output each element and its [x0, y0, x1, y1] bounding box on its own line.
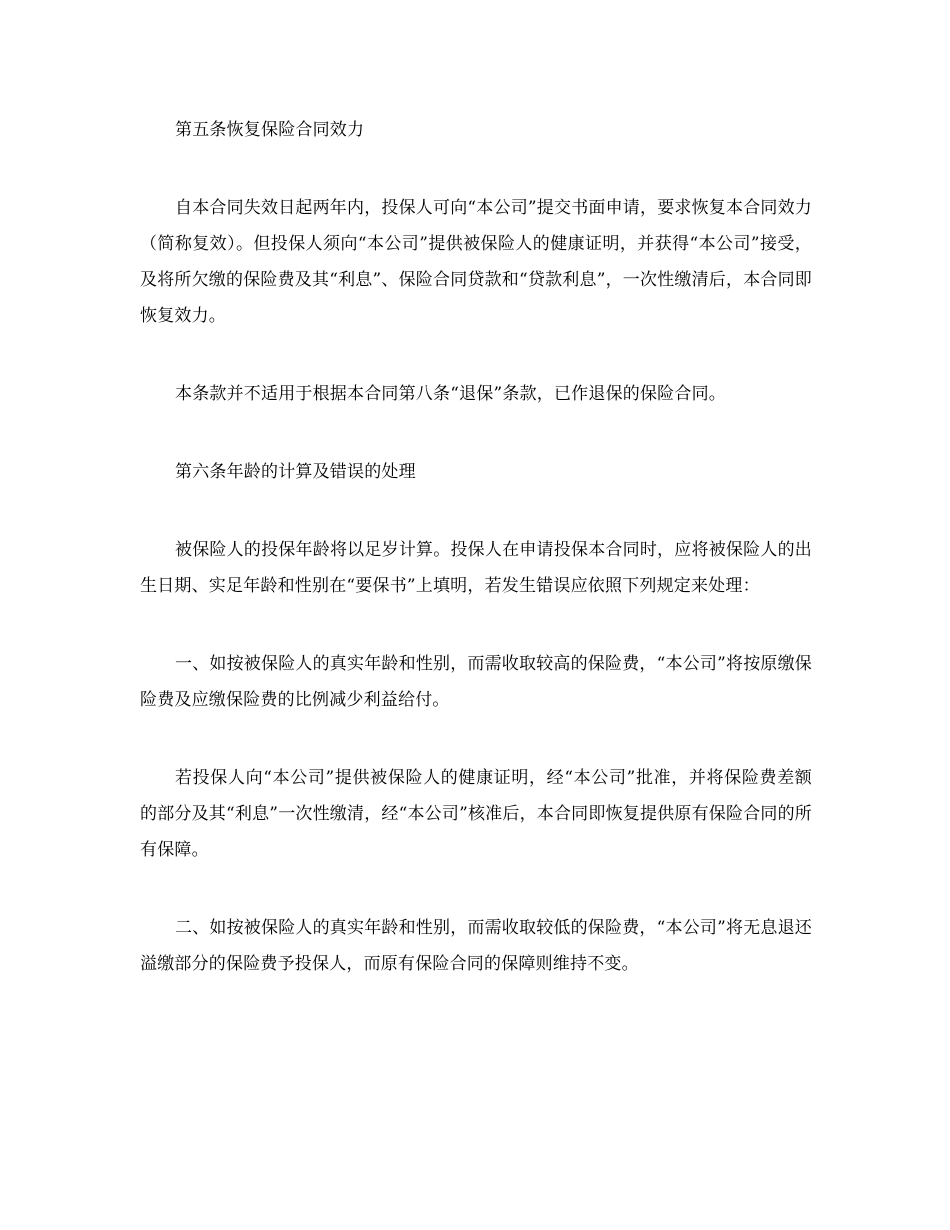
section-5-title: 第五条恢复保险合同效力 [175, 120, 365, 140]
section-6-paragraph-1: 被保险人的投保年龄将以足岁计算。投保人在申请投保本合同时，应将被保险人的出生日期、实足年龄和性别在“要保书”上填明，若发生错误应依照下列规定来处理： [140, 540, 812, 596]
section-6-paragraph-2: 一、如按被保险人的真实年龄和性别，而需收取较高的保险费，“本公司”将按原缴保险费及应缴保险费的比例减少利益给付。 [140, 654, 812, 710]
section-5-paragraph-2: 本条款并不适用于根据本合同第八条“退保”条款，已作退保的保险合同。 [175, 384, 726, 404]
section-6-title: 第六条年龄的计算及错误的处理 [175, 462, 416, 482]
section-6-paragraph-3: 若投保人向“本公司”提供被保险人的健康证明，经“本公司”批准，并将保险费差额的部分及其“利息”一次性缴清，经“本公司”核准后，本合同即恢复提供原有保险合同的所有保障。 [140, 768, 812, 860]
document-body [140, 112, 812, 982]
section-5-paragraph-1: 自本合同失效日起两年内，投保人可向“本公司”提交书面申请，要求恢复本合同效力（简称复效）。但投保人须向“本公司”提供被保险人的健康证明，并获得“本公司”接受，及将所欠缴的保险费及其“利息”、保险合同贷款和“贷款利息”，一次性缴清后，本合同即恢复效力。 [140, 198, 812, 326]
section-6-paragraph-4: 二、如按被保险人的真实年龄和性别，而需收取较低的保险费，“本公司”将无息退还溢缴部分的保险费予投保人，而原有保险合同的保障则维持不变。 [140, 918, 812, 974]
